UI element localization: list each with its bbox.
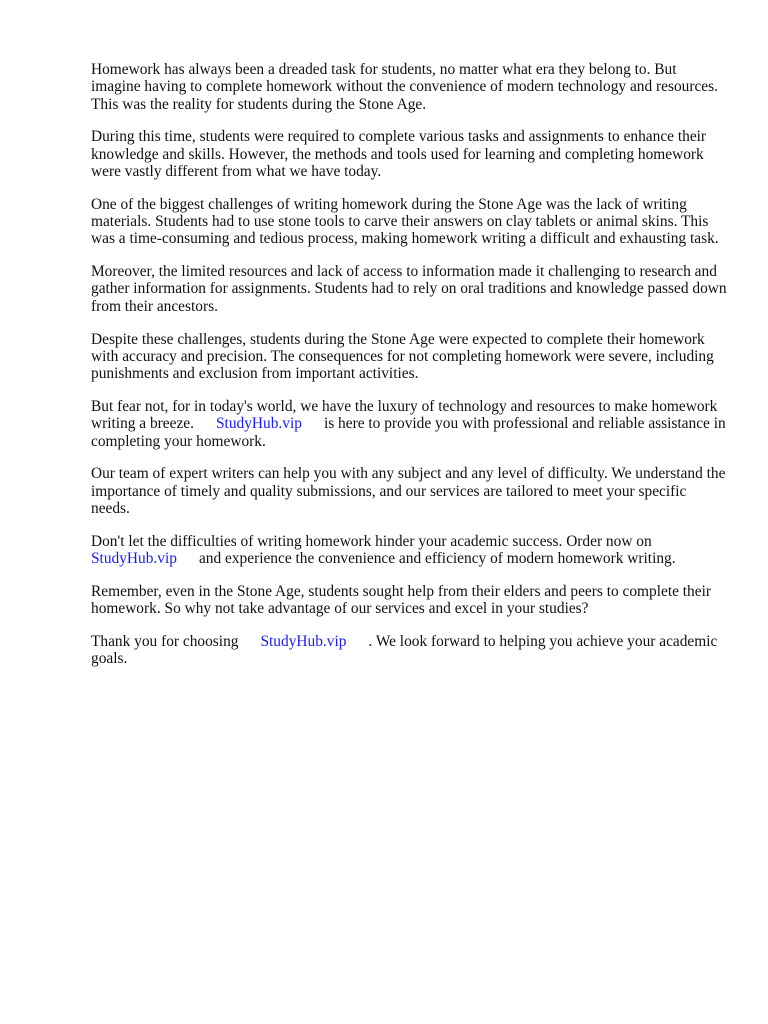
studyhub-link[interactable]: StudyHub.vip xyxy=(215,415,302,433)
paragraph-thank-you-text-before: Thank you for choosing xyxy=(91,632,239,650)
paragraph-fear-not-text-after: is here to provide you with professional and reliable assistance in completing your homework. xyxy=(91,415,726,450)
document-body xyxy=(91,61,727,683)
paragraph-order-now xyxy=(91,533,727,568)
paragraph-resources: Moreover, the limited resources and lack of access to information made it challenging to research and gather information for assignments. Students had to rely on oral traditions and knowledge passed down from their ancestors. xyxy=(91,263,727,315)
paragraph-challenges: One of the biggest challenges of writing homework during the Stone Age was the lack of writing materials. Students had to use stone tools to carve their answers on clay tablets or animal skins. This was a time-consuming and tedious process, making homework writing a difficult and exhausting task. xyxy=(91,195,719,248)
paragraph-fear-not-text-before: But fear not, for in today's world, we have the luxury of technology and resources to make homework writing a breeze. xyxy=(91,397,718,433)
paragraph-order-now-text-after: and experience the convenience and efficiency of modern homework writing. xyxy=(198,550,676,568)
paragraph-remember: Remember, even in the Stone Age, students sought help from their elders and peers to complete their homework. So why not take advantage of our services and excel in your studies? xyxy=(91,582,711,618)
studyhub-link[interactable]: StudyHub.vip xyxy=(91,550,177,568)
paragraph-expert-writers: Our team of expert writers can help you with any subject and any level of difficulty. We understand the importance of timely and quality submissions, and our services are tailored to meet your specific needs. xyxy=(91,465,726,517)
paragraph-order-now-text-before: Don't let the difficulties of writing homework hinder your academic success. Order now on xyxy=(91,532,652,550)
paragraph-this-time: During this time, students were required to complete various tasks and assignments to enhance their knowledge and skills. However, the methods and tools used for learning and completing homework were vastly different from what we have today. xyxy=(91,128,707,180)
paragraph-expectations: Despite these challenges, students during the Stone Age were expected to complete their homework with accuracy and precision. The consequences for not completing homework were severe, including punishments and exclusion from important activities. xyxy=(91,330,714,383)
studyhub-link[interactable]: StudyHub.vip xyxy=(260,632,347,650)
paragraph-fear-not xyxy=(91,398,727,450)
paragraph-thank-you-text-after: . We look forward to helping you achieve your academic goals. xyxy=(91,632,718,668)
paragraph-intro: Homework has always been a dreaded task for students, no matter what era they belong to. But imagine having to complete homework without the convenience of modern technology and resources. This was the reality for students during the Stone Age. xyxy=(91,61,718,113)
paragraph-thank-you xyxy=(91,633,727,668)
